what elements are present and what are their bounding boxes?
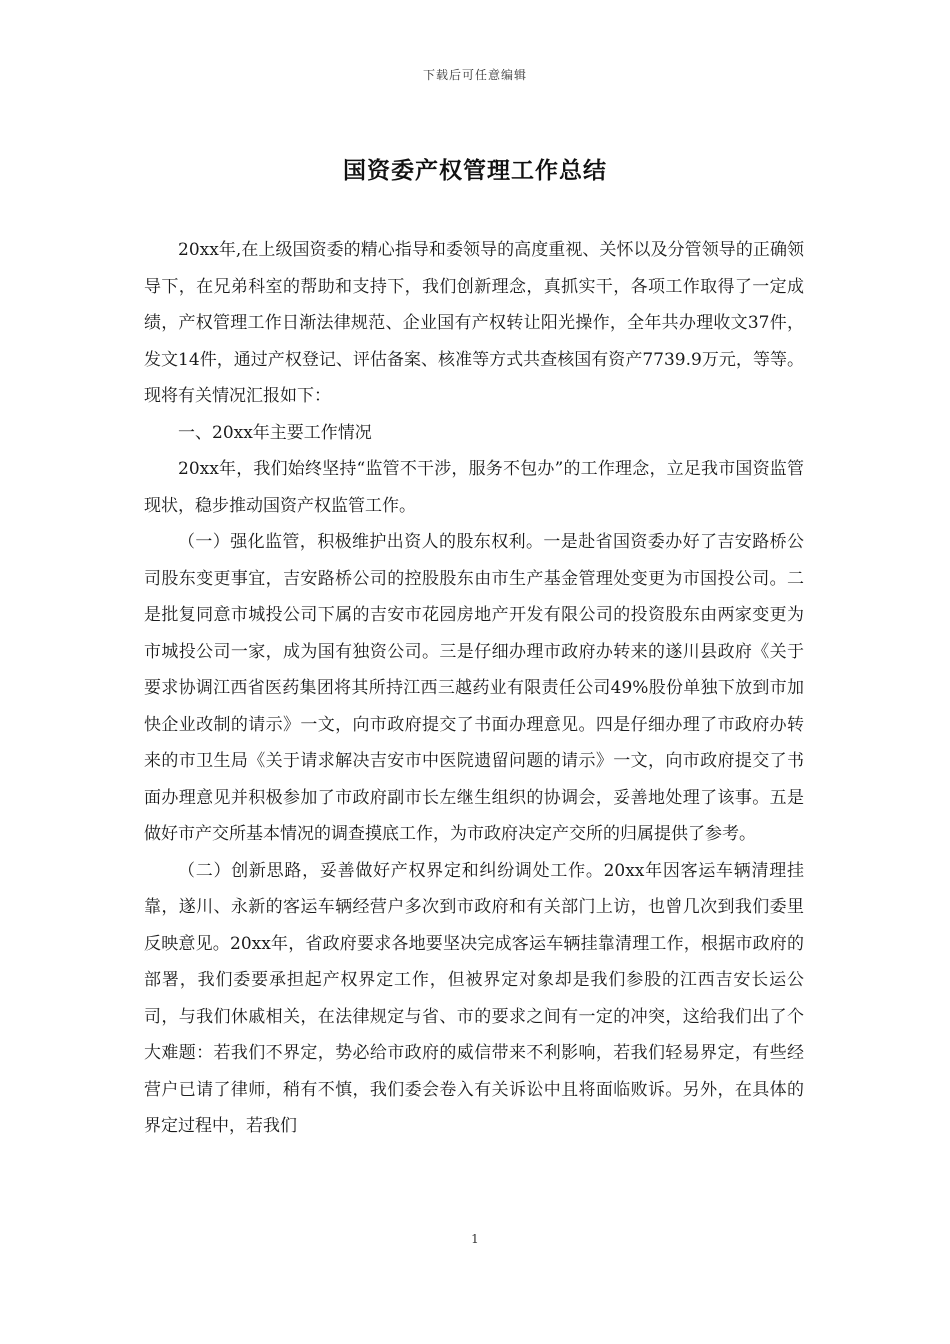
paragraph-overview: 20xx年，我们始终坚持“监管不干涉，服务不包办”的工作理念，立足我市国资监管现状，稳步推动国资产权监管工作。 bbox=[144, 459, 804, 516]
paragraph-intro: 20xx年,在上级国资委的精心指导和委领导的高度重视、关怀以及分管领导的正确领导下，在兄弟科室的帮助和支持下，我们创新理念，真抓实干，各项工作取得了一定成绩，产权管理工作日渐法律规范、企业国有产权转让阳光操作，全年共办理收文37件，发文14件，通过产权登记、评估备案、核准等方式共查核国有资产7739.9万元，等等。现将有关情况汇报如下： bbox=[144, 240, 804, 406]
page-number: 1 bbox=[471, 1232, 479, 1246]
document-title: 国资委产权管理工作总结 bbox=[343, 157, 607, 184]
header-note: 下载后可任意编辑 bbox=[422, 68, 527, 82]
document-body bbox=[144, 232, 804, 1145]
paragraph-section-2: （二）创新思路，妥善做好产权界定和纠纷调处工作。20xx年因客运车辆清理挂靠，遂川、永新的客运车辆经营户多次到市政府和有关部门上访，也曾几次到我们委里反映意见。20xx年，省政府要求各地要坚决完成客运车辆挂靠清理工作，根据市政府的部署，我们委要承担起产权界定工作，但被界定对象却是我们参股的江西吉安长运公司，与我们休戚相关，在法律规定与省、市的要求之间有一定的冲突，这给我们出了个大难题：若我们不界定，势必给市政府的威信带来不利影响，若我们轻易界定，有些经营户已请了律师，稍有不慎，我们委会卷入有关诉讼中且将面临败诉。另外，在具体的界定过程中，若我们 bbox=[144, 860, 804, 1136]
section-heading: 一、20xx年主要工作情况 bbox=[178, 422, 372, 443]
paragraph-section-1: （一）强化监管，积极维护出资人的股东权利。一是赴省国资委办好了吉安路桥公司股东变更事宜，吉安路桥公司的控股股东由市生产基金管理处变更为市国投公司。二是批复同意市城投公司下属的吉安市花园房地产开发有限公司的投资股东由两家变更为市城投公司一家，成为国有独资公司。三是仔细办理市政府办转来的遂川县政府《关于要求协调江西省医药集团将其所持江西三越药业有限责任公司49%股份单独下放到市加快企业改制的请示》一文，向市政府提交了书面办理意见。四是仔细办理了市政府办转来的市卫生局《关于请求解决吉安市中医院遗留问题的请示》一文，向市政府提交了书面办理意见并积极参加了市政府副市长左继生组织的协调会，妥善地处理了该事。五是做好市产交所基本情况的调查摸底工作，为市政府决定产交所的归属提供了参考。 bbox=[144, 532, 804, 844]
